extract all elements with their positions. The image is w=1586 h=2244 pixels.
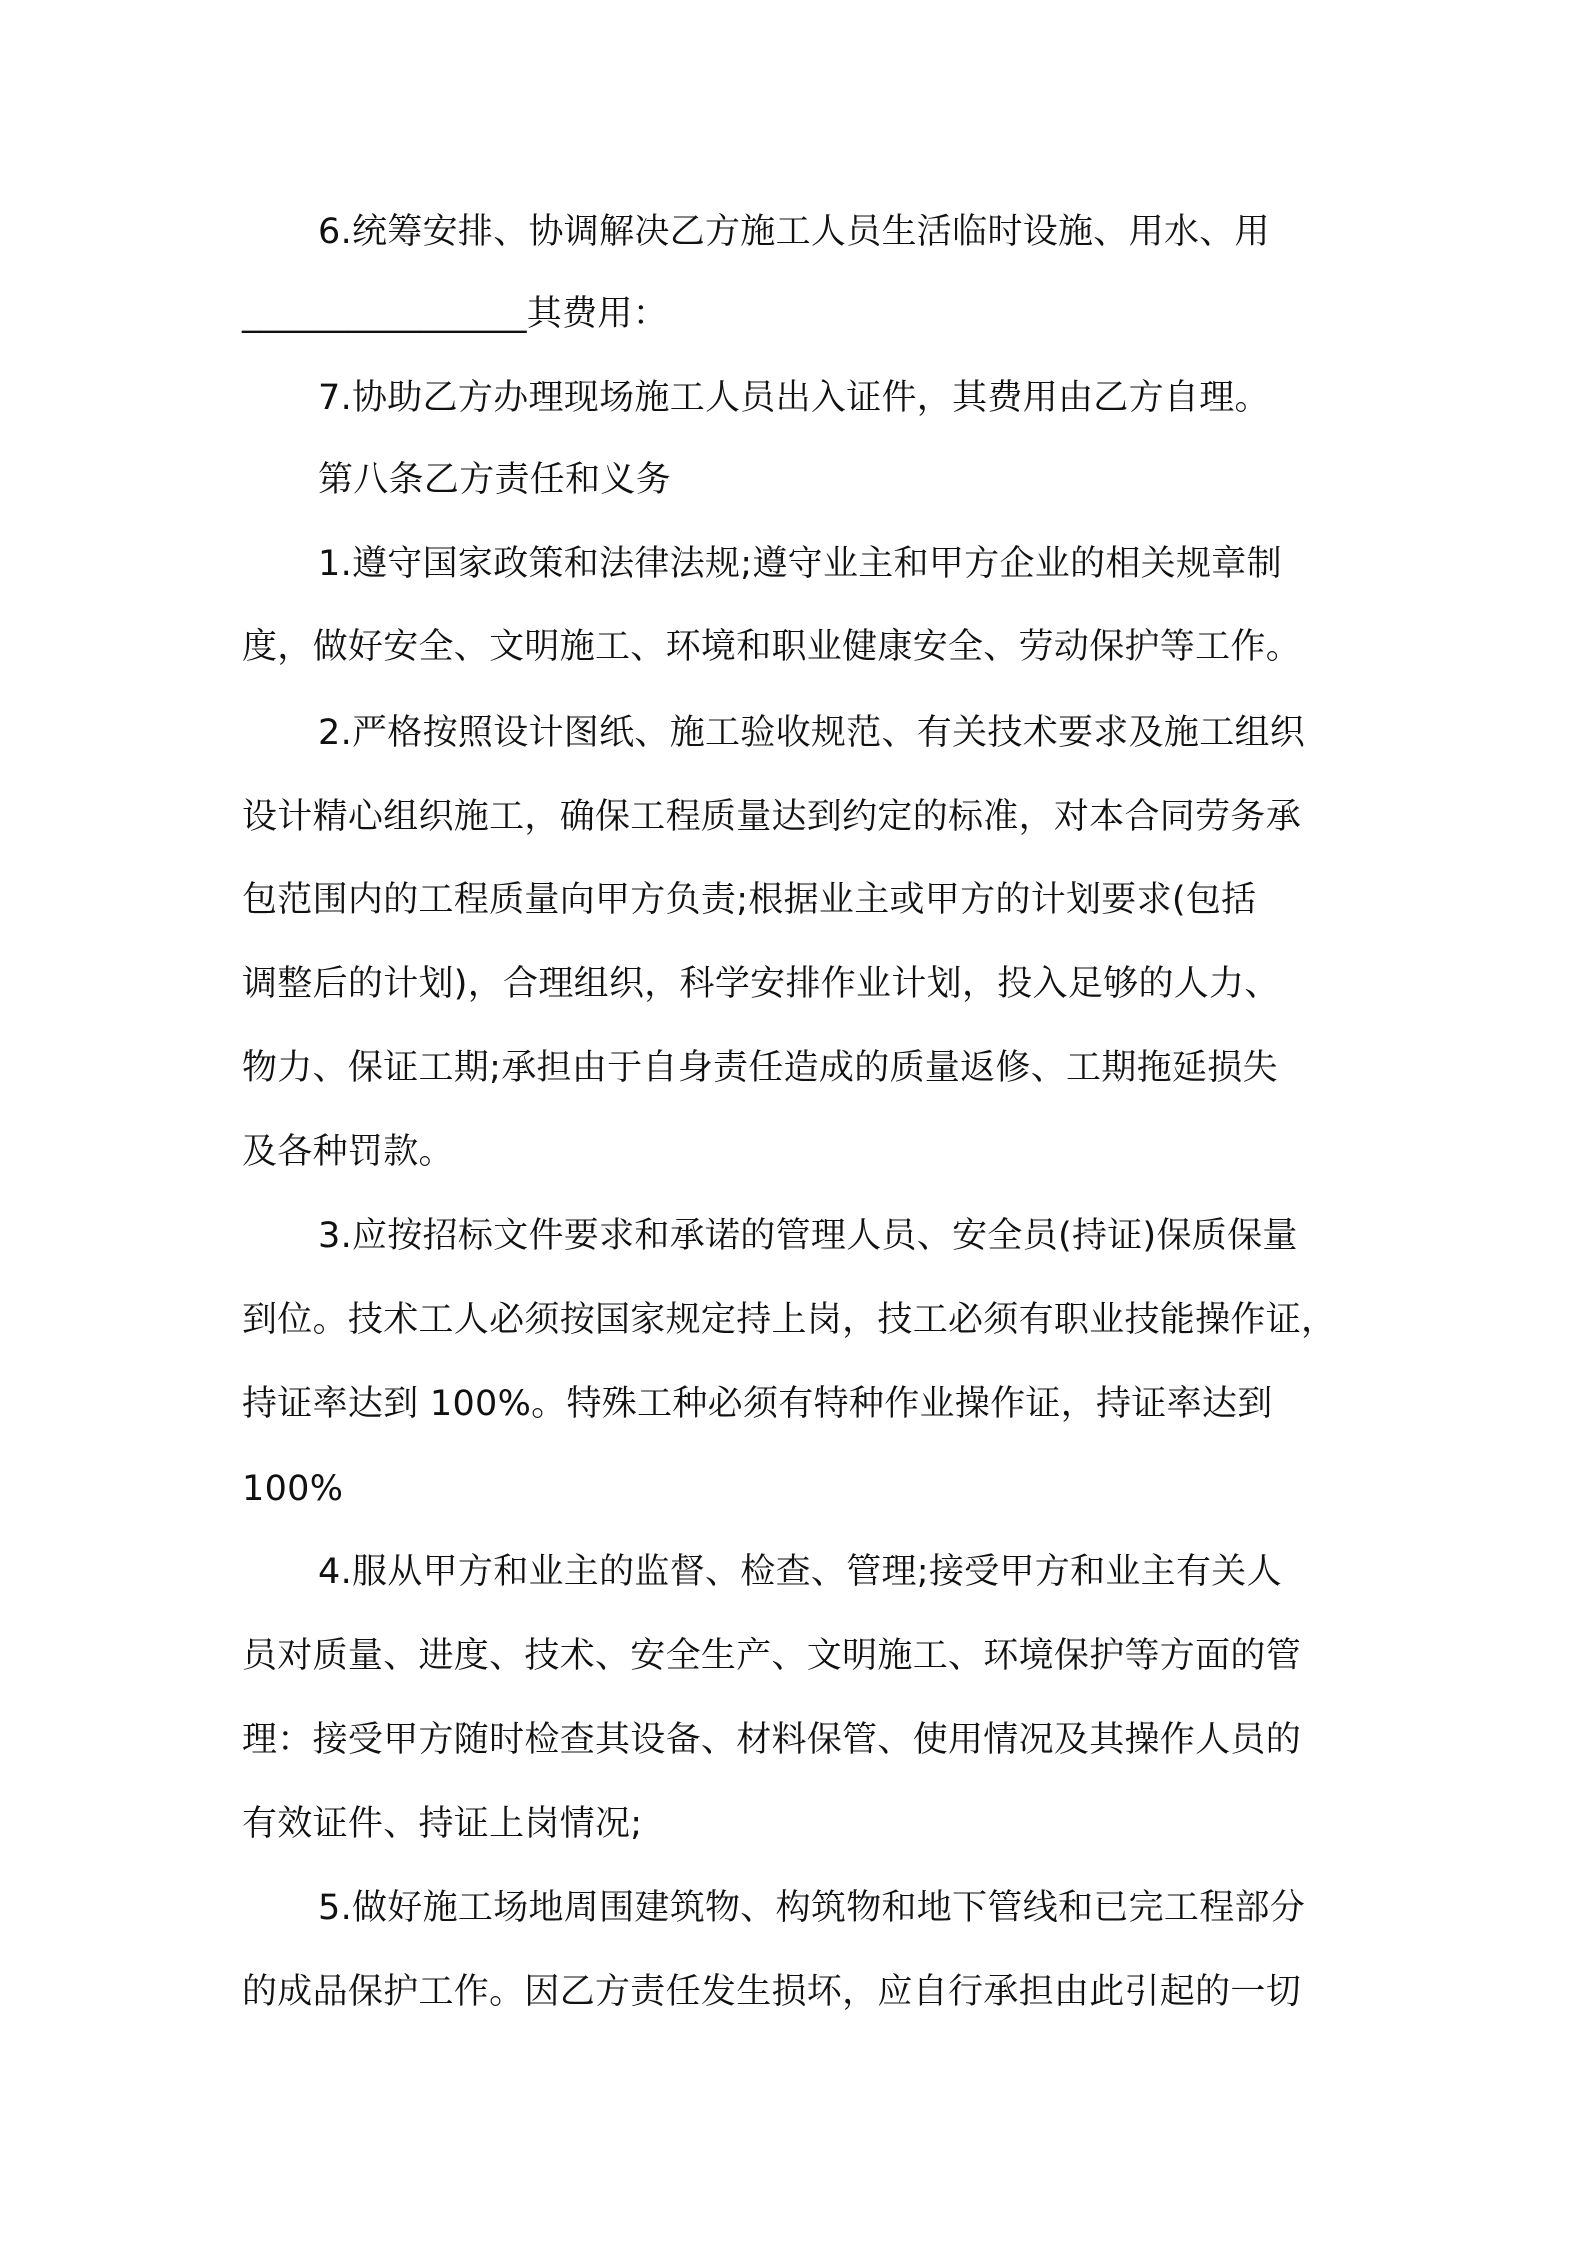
- item-2-line-4: 调整后的计划)，合理组织，科学安排作业计划，投入足够的人力、: [242, 964, 1280, 1004]
- item-3-line-1: 3.应按招标文件要求和承诺的管理人员、安全员(持证)保质保量: [318, 1216, 1298, 1256]
- item-1-line-1: 1.遵守国家政策和法律法规;遵守业主和甲方企业的相关规章制: [318, 544, 1282, 584]
- item-1-line-2: 度，做好安全、文明施工、环境和职业健康安全、劳动保护等工作。: [242, 627, 1302, 667]
- item-2-line-6: 及各种罚款。: [242, 1132, 454, 1172]
- item-2-line-1: 2.严格按照设计图纸、施工验收规范、有关技术要求及施工组织: [318, 713, 1306, 753]
- item-4-line-2: 员对质量、进度、技术、安全生产、文明施工、环境保护等方面的管: [242, 1636, 1302, 1676]
- item-2-line-2: 设计精心组织施工，确保工程质量达到约定的标准，对本合同劳务承: [242, 797, 1302, 837]
- item-3-line-3: 持证率达到 100%。特殊工种必须有特种作业操作证，持证率达到: [242, 1384, 1273, 1424]
- item-4-line-1: 4.服从甲方和业主的监督、检查、管理;接受甲方和业主有关人: [318, 1552, 1282, 1592]
- paragraph-6-line-2: ________________其费用：: [242, 294, 669, 334]
- item-3-line-4: 100%: [242, 1469, 344, 1509]
- item-4-line-4: 有效证件、持证上岗情况;: [242, 1804, 643, 1844]
- section-heading: 第八条乙方责任和义务: [318, 460, 672, 500]
- item-4-line-3: 理：接受甲方随时检查其设备、材料保管、使用情况及其操作人员的: [242, 1720, 1302, 1760]
- paragraph-6-line-1: 6.统筹安排、协调解决乙方施工人员生活临时设施、用水、用: [318, 212, 1270, 252]
- item-5-line-2: 的成品保护工作。因乙方责任发生损坏，应自行承担由此引起的一切: [242, 1972, 1302, 2012]
- item-2-line-3: 包范围内的工程质量向甲方负责;根据业主或甲方的计划要求(包括: [242, 880, 1257, 920]
- item-5-line-1: 5.做好施工场地周围建筑物、构筑物和地下管线和已完工程部分: [318, 1888, 1306, 1928]
- item-3-line-2: 到位。技术工人必须按国家规定持上岗，技工必须有职业技能操作证，: [242, 1300, 1337, 1340]
- paragraph-7: 7.协助乙方办理现场施工人员出入证件，其费用由乙方自理。: [318, 378, 1270, 418]
- item-2-line-5: 物力、保证工期;承担由于自身责任造成的质量返修、工期拖延损失: [242, 1048, 1278, 1088]
